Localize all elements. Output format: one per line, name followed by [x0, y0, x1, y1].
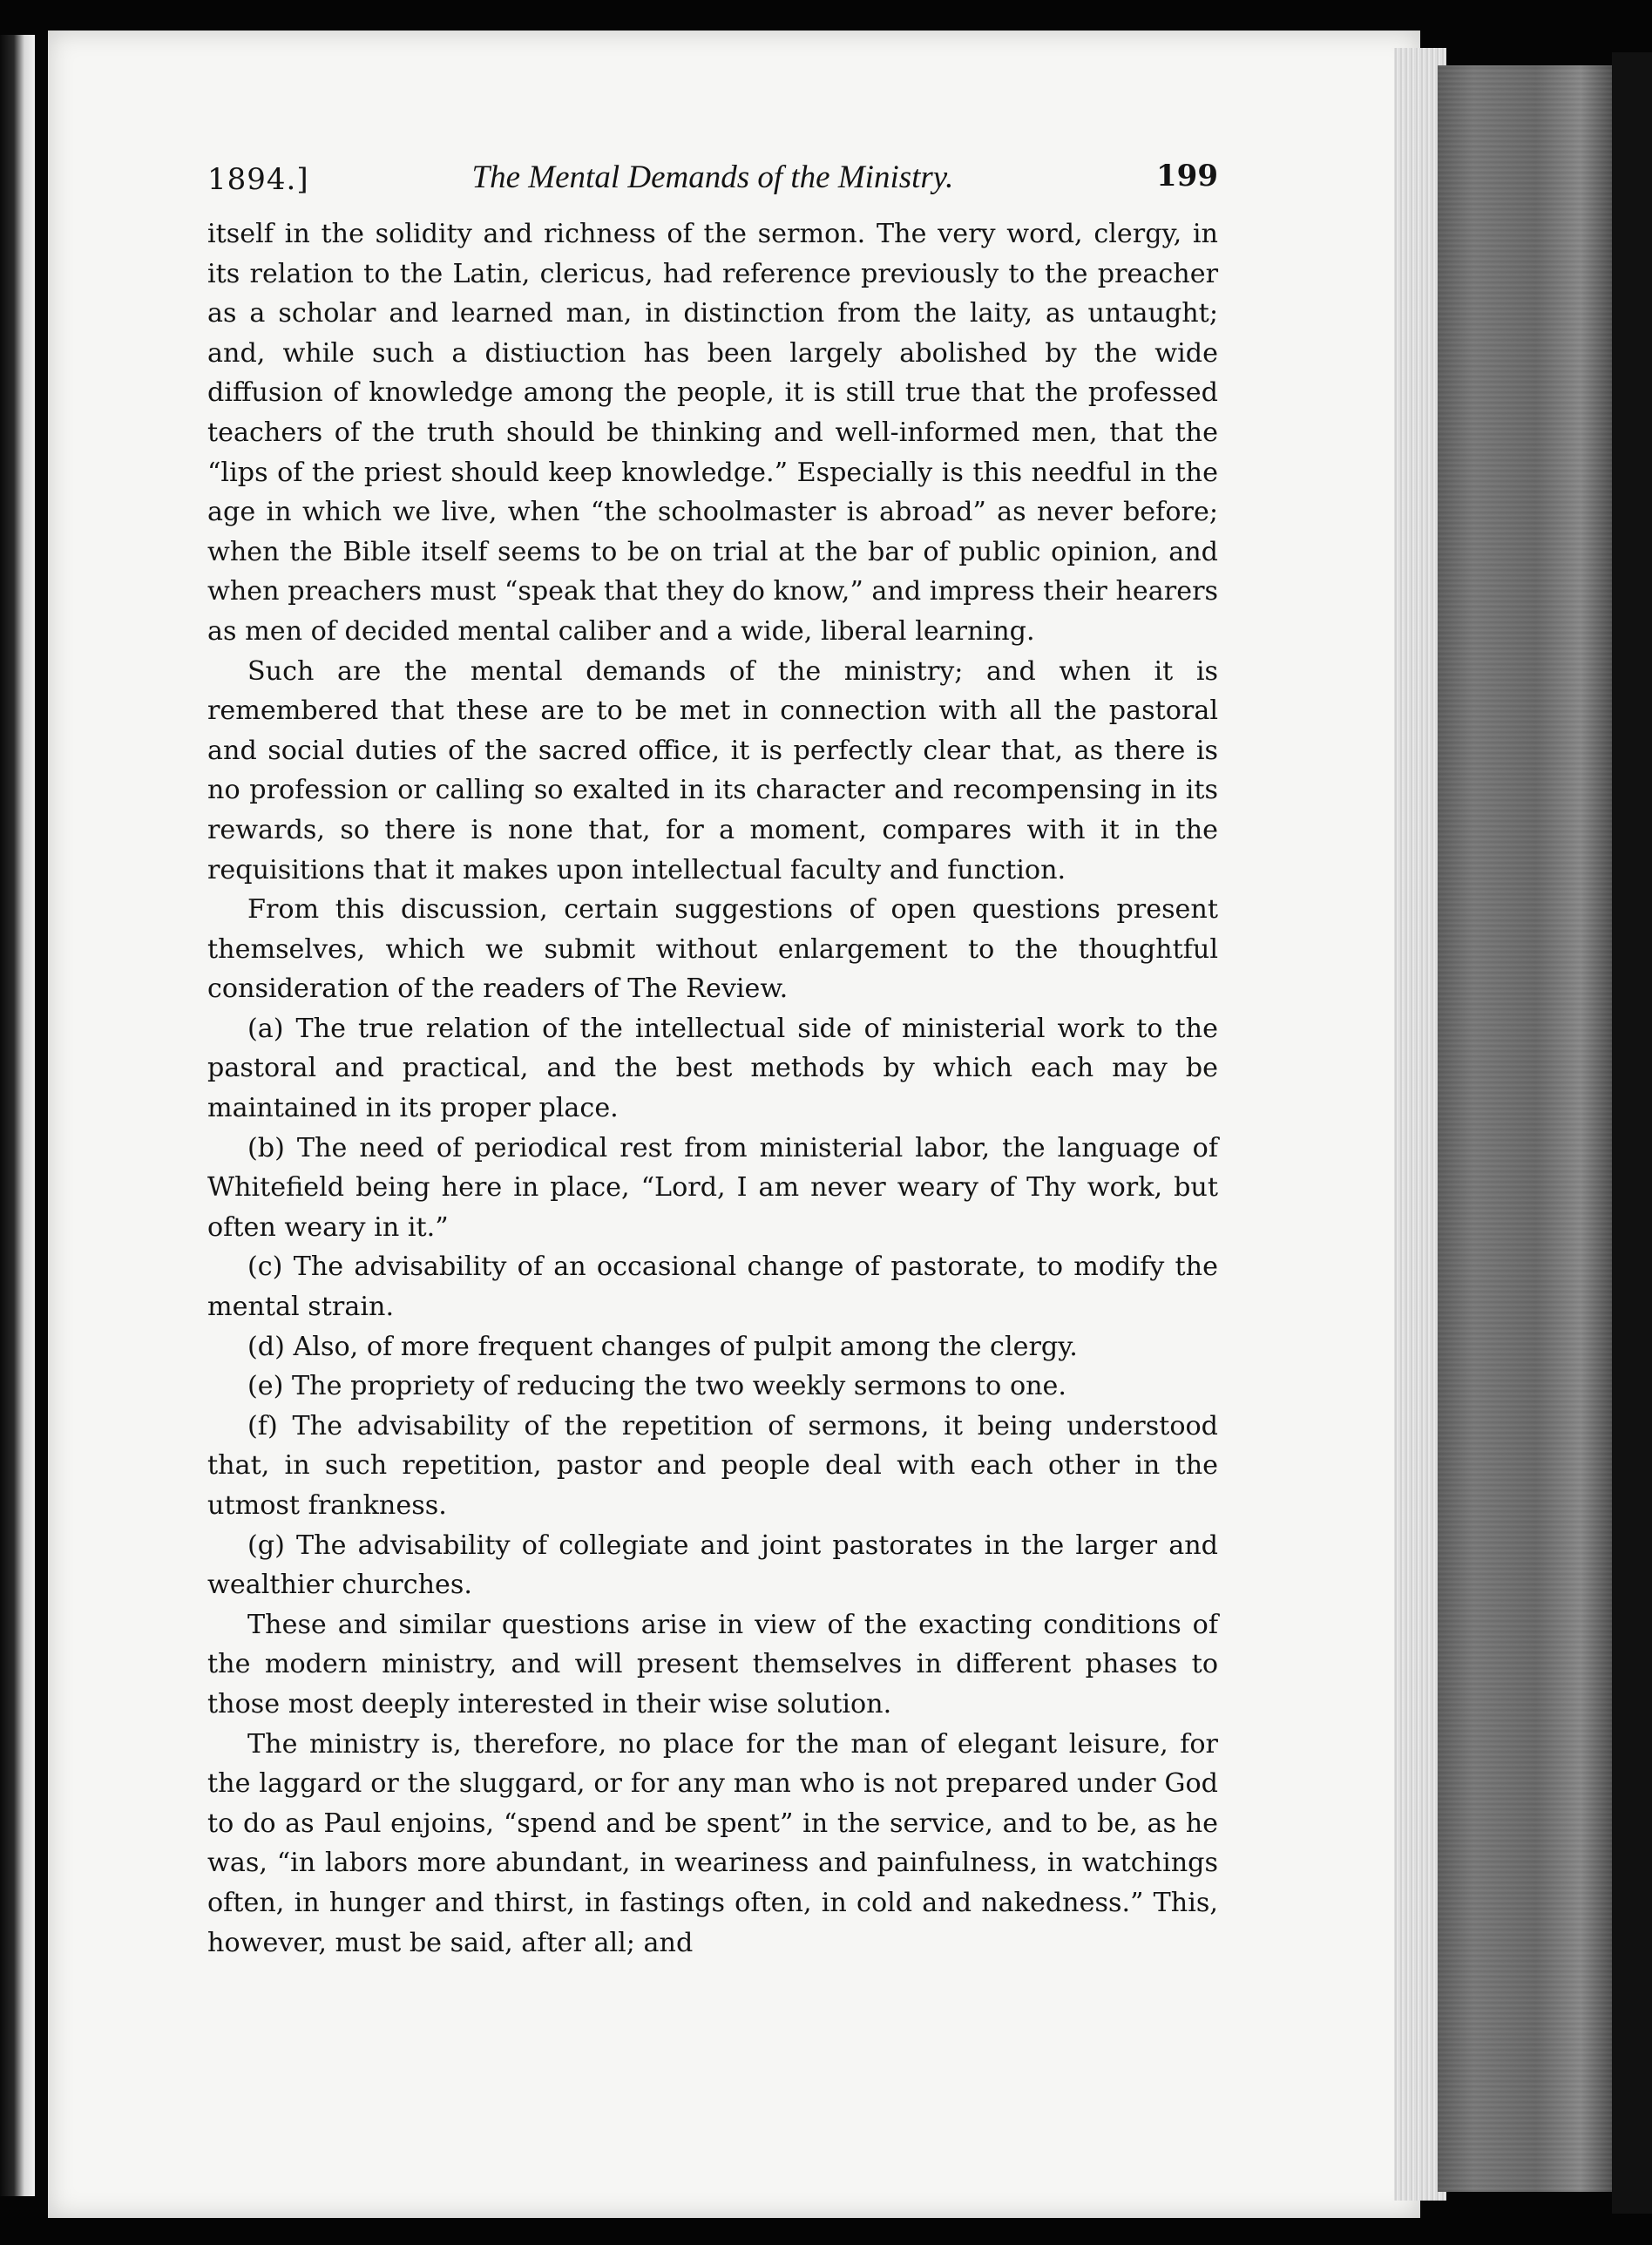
running-head — [207, 155, 1218, 207]
list-item-text: The advisability of an occasional change of pastorate, to modify the mental strain. — [207, 1251, 1218, 1323]
paragraph — [207, 652, 1218, 891]
list-item-text: The true relation of the intellectual side of ministerial work to the pastoral and practical, and the best methods by which each may be maintained in its proper place. — [207, 1013, 1218, 1124]
paragraph — [207, 1605, 1218, 1725]
list-item-text: Also, of more frequent changes of pulpit among the clergy. — [293, 1331, 1078, 1362]
list-item-text: The advisability of collegiate and joint pastorates in the larger and wealthier churches. — [207, 1529, 1218, 1601]
list-item-text: The need of periodical rest from ministerial labor, the language of Whitefield being here in place, “Lord, I am never weary of Thy work, but often weary in it.” — [207, 1132, 1218, 1243]
list-item — [207, 1009, 1218, 1129]
list-item — [207, 1247, 1218, 1326]
list-item — [207, 1526, 1218, 1605]
list-item-marker: (a) — [247, 1013, 284, 1044]
running-head-title: The Mental Demands of the Ministry. — [471, 159, 954, 195]
paragraph — [207, 890, 1218, 1009]
list-item-marker: (f) — [247, 1410, 278, 1441]
running-head-year: 1894.] — [207, 162, 309, 197]
previous-page-edge — [0, 35, 35, 2196]
list-item-marker: (c) — [247, 1251, 283, 1283]
page-text-block — [207, 155, 1218, 1963]
paragraph-text: itself in the solidity and richness of the sermon. The very word, clergy, in its relation to the Latin, clericus, had reference previously to the preacher as a scholar and learned man, in distinction from the laity, as untaught; and, while such a distiuction has been largely abolished by the wide diffusion of knowledge among the people, it is still true that the professed teachers of the truth should be thinking and well-informed men, that the “lips of the priest should keep knowledge.” Especially is this needful in the age in which we live, when “the schoolmaster is abroad” as never before; when the Bible itself seems to be on trial at the bar of public opinion, and when preachers must “speak that they do know,” and impress their hearers as men of decided mental caliber and a wide, liberal learning. — [207, 219, 1218, 647]
scan-background-edge — [1612, 52, 1652, 2214]
list-item-marker: (b) — [247, 1132, 285, 1163]
list-item — [207, 1407, 1218, 1526]
paragraph-text: From this discussion, certain suggestions of open questions present themselves, which we submit without enlargement to the thoughtful consideration of the readers of The Review. — [207, 894, 1218, 1005]
list-item-marker: (d) — [247, 1331, 285, 1362]
list-item — [207, 1327, 1218, 1367]
list-item-marker: (g) — [247, 1529, 285, 1561]
list-item-text: The propriety of reducing the two weekly sermons to one. — [292, 1371, 1067, 1402]
list-item-text: The advisability of the repetition of sermons, it being understood that, in such repetition, pastor and people deal with each other in the utmost frankness. — [207, 1410, 1218, 1521]
paragraph-continuation — [207, 214, 1218, 652]
body-text — [207, 214, 1218, 1963]
list-item — [207, 1129, 1218, 1248]
paragraph-text: These and similar questions arise in view of the exacting conditions of the modern ministry, and will present themselves in different phases to those most deeply interested in their wise solution. — [207, 1609, 1218, 1719]
list-item-marker: (e) — [247, 1371, 284, 1402]
paragraph-text: Such are the mental demands of the ministry; and when it is remembered that these are to be met in connection with all the pastoral and social duties of the sacred office, it is perfectly clear that, as there is no profession or calling so exalted in its character and recompensing in its rewards, so there is none that, for a moment, compares with it in the requisitions that it makes upon intellectual faculty and function. — [207, 655, 1218, 885]
paragraph-text: The ministry is, therefore, no place for the man of elegant leisure, for the laggard or the sluggard, or for any man who is not prepared under God to do as Paul enjoins, “spend and be spent” in the service, and to be, as he was, “in labors more abundant, in weariness and painfulness, in watchings often, in hunger and thirst, in fastings often, in cold and nakedness.” This, however, must be said, after all; and — [207, 1728, 1218, 1958]
list-item — [207, 1367, 1218, 1407]
page-number: 199 — [1156, 159, 1218, 193]
book-block-edge — [1438, 65, 1616, 2192]
paragraph — [207, 1725, 1218, 1964]
